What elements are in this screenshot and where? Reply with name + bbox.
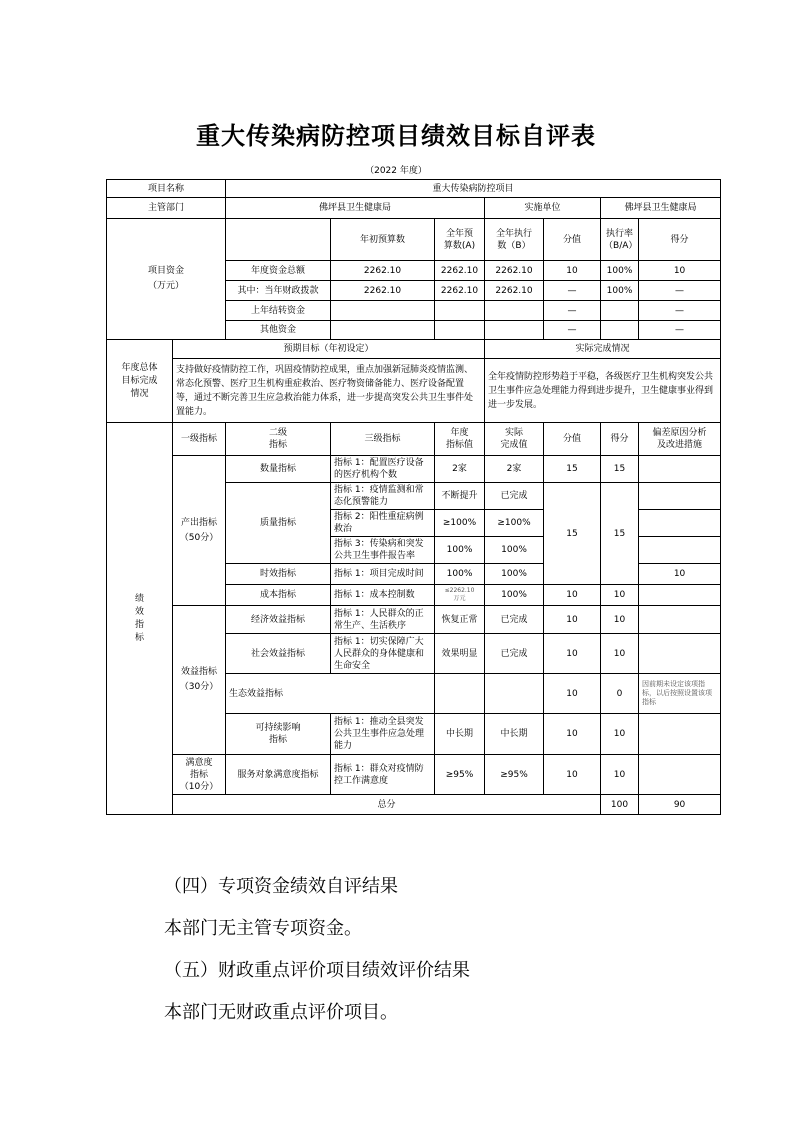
l3-cell: 指标 1：疫情监测和常态化预警能力: [331, 483, 435, 510]
actual-cell: ≥95%: [485, 755, 544, 795]
funds-cell: —: [544, 321, 601, 340]
score-cell: 15: [544, 456, 601, 483]
page-title: 重大传染病防控项目绩效目标自评表: [196, 121, 596, 150]
total-score: 100: [601, 795, 639, 815]
l3-cell: 指标 1：人民群众的正常生产、生活秩序: [331, 606, 435, 634]
funds-cell: 年度资金总额: [226, 261, 331, 281]
funds-cell: 2262.10: [435, 261, 485, 281]
perf-header-got: 得分: [601, 423, 639, 456]
actual-cell: 已完成: [485, 606, 544, 634]
target-cell: ≤2262.10 万元: [435, 585, 485, 606]
target-cell: 不断提升: [435, 483, 485, 510]
actual-cell: 100%: [485, 585, 544, 606]
perf-header-l1: 一级指标: [173, 423, 226, 456]
section-4-body: 本部门无主管专项资金。: [164, 918, 362, 939]
unit-value: 佛坪县卫生健康局: [601, 198, 721, 219]
target-cell: 100%: [435, 564, 485, 585]
goals-actual-header: 实际完成情况: [485, 340, 721, 359]
project-name-label: 项目名称: [107, 180, 226, 198]
l2-social: 社会效益指标: [226, 634, 331, 674]
perf-label: 绩 效 指 标: [107, 423, 173, 815]
actual-cell: ≥100%: [485, 510, 544, 537]
funds-cell: [601, 321, 639, 340]
section-5-body: 本部门无财政重点评价项目。: [164, 1002, 398, 1023]
project-name-value: 重大传染病防控项目: [226, 180, 721, 198]
deviation-cell: [639, 456, 721, 483]
got-cell: 10: [601, 634, 639, 674]
l3-cell: 指标 2：阳性重症病例救治: [331, 510, 435, 537]
l2-quality: 质量指标: [226, 483, 331, 564]
dept-label: 主管部门: [107, 198, 226, 219]
satisfaction-indicator-label: 满意度 指标 （10分）: [173, 755, 226, 795]
funds-cell: —: [544, 281, 601, 301]
funds-header-executed: 全年执行 数（B）: [485, 219, 544, 261]
goals-actual-text: 全年疫情防控形势趋于平稳，各级医疗卫生机构突发公共卫生事件应急处理能力得到进步提升，卫生健康事业得到进一步发展。: [485, 359, 721, 423]
score-cell: 15: [544, 483, 601, 585]
perf-header-deviation: 偏差原因分析 及改进措施: [639, 423, 721, 456]
actual-cell: 已完成: [485, 483, 544, 510]
actual-cell: 已完成: [485, 634, 544, 674]
target-cell: ≥95%: [435, 755, 485, 795]
funds-header-score: 分值: [544, 219, 601, 261]
funds-cell: [435, 321, 485, 340]
benefit-indicator-label: 效益指标 （30分）: [173, 606, 226, 755]
funds-header-got: 得分: [639, 219, 721, 261]
section-4-heading: （四）专项资金绩效自评结果: [164, 876, 398, 897]
target-cell: 100%: [435, 537, 485, 564]
perf-header-l3: 三级指标: [331, 423, 435, 456]
goals-expected-header: 预期目标（年初设定）: [173, 340, 485, 359]
score-cell: 10: [544, 755, 601, 795]
l2-economic: 经济效益指标: [226, 606, 331, 634]
funds-cell: 100%: [601, 281, 639, 301]
funds-cell: 100%: [601, 261, 639, 281]
deviation-cell: [639, 634, 721, 674]
funds-header-rate: 执行率 （B/A）: [601, 219, 639, 261]
dept-value: 佛坪县卫生健康局: [226, 198, 485, 219]
l2-sustain: 可持续影响 指标: [226, 714, 331, 755]
funds-header-blank: [226, 219, 331, 261]
total-label: 总分: [173, 795, 601, 815]
l3-cell: 指标 3：传染病和突发公共卫生事件报告率: [331, 537, 435, 564]
funds-cell: —: [639, 281, 721, 301]
actual-cell: 100%: [485, 564, 544, 585]
unit-label: 实施单位: [485, 198, 601, 219]
perf-header-target: 年度 指标值: [435, 423, 485, 456]
perf-header-score: 分值: [544, 423, 601, 456]
l2-timeliness: 时效指标: [226, 564, 331, 585]
target-cell: 2家: [435, 456, 485, 483]
funds-cell: —: [639, 301, 721, 321]
perf-header-actual: 实际 完成值: [485, 423, 544, 456]
l3-cell: 指标 1：群众对疫情防控工作满意度: [331, 755, 435, 795]
deviation-cell: [639, 483, 721, 510]
funds-cell: 2262.10: [331, 261, 435, 281]
target-cell: ≥100%: [435, 510, 485, 537]
goals-label: 年度总体 目标完成 情况: [107, 340, 173, 423]
deviation-cell: [639, 606, 721, 634]
deviation-cell: [639, 585, 721, 606]
l2-quantity: 数量指标: [226, 456, 331, 483]
deviation-cell: [639, 510, 721, 537]
funds-cell: [601, 301, 639, 321]
section-5-heading: （五）财政重点评价项目绩效评价结果: [164, 960, 470, 981]
l3-cell: 指标 1：配置医疗设备的医疗机构个数: [331, 456, 435, 483]
score-cell: 10: [639, 564, 721, 585]
deviation-note: 因前期未设定该项指标，以后按照设置该项指标: [639, 674, 721, 714]
deviation-cell: [639, 537, 721, 564]
got-cell: 0: [601, 674, 639, 714]
actual-cell: 2家: [485, 456, 544, 483]
funds-cell: [331, 301, 435, 321]
l3-cell: 指标 1：推动全县突发公共卫生事件应急处理能力: [331, 714, 435, 755]
l2-cost: 成本指标: [226, 585, 331, 606]
score-cell: 10: [544, 585, 601, 606]
goals-expected-text: 支持做好疫情防控工作，巩固疫情防控成果，重点加强新冠肺炎疫情监测、常态化预警、医疗卫生机构重症救治、医疗物资储备能力、医疗设备配置等，通过不断完善卫生应急救治能力体系，进一步提高突发公共卫生事件处置能力。: [173, 359, 485, 423]
total-got: 90: [639, 795, 721, 815]
funds-cell: 其中：当年财政拨款: [226, 281, 331, 301]
l3-cell: 指标 1：项目完成时间: [331, 564, 435, 585]
l3-cell: 指标 1：切实保障广大人民群众的身体健康和生命安全: [331, 634, 435, 674]
funds-label: 项目资金 （万元）: [107, 219, 226, 340]
perf-header-l2: 二级 指标: [226, 423, 331, 456]
actual-cell: 100%: [485, 537, 544, 564]
deviation-cell: [639, 714, 721, 755]
deviation-cell: [639, 755, 721, 795]
funds-header-annual: 全年预 算数(A): [435, 219, 485, 261]
funds-cell: 2262.10: [435, 281, 485, 301]
funds-cell: —: [544, 301, 601, 321]
got-cell: 10: [601, 714, 639, 755]
year-label: （2022 年度）: [365, 166, 427, 176]
actual-cell: 中长期: [485, 714, 544, 755]
funds-header-initial: 年初预算数: [331, 219, 435, 261]
score-cell: 10: [544, 606, 601, 634]
funds-cell: 10: [544, 261, 601, 281]
output-indicator-label: 产出指标 （50分）: [173, 456, 226, 606]
funds-cell: 2262.10: [485, 261, 544, 281]
target-cell: [435, 674, 485, 714]
got-cell: 15: [601, 456, 639, 483]
funds-cell: [485, 301, 544, 321]
target-cell: 效果明显: [435, 634, 485, 674]
l2-satisfaction: 服务对象满意度指标: [226, 755, 331, 795]
funds-cell: 其他资金: [226, 321, 331, 340]
l3-cell: 指标 1：成本控制数: [331, 585, 435, 606]
got-cell: 10: [601, 606, 639, 634]
funds-cell: 10: [639, 261, 721, 281]
got-cell: 10: [601, 755, 639, 795]
actual-cell: [485, 674, 544, 714]
got-cell: 10: [601, 585, 639, 606]
funds-cell: [485, 321, 544, 340]
table-row: [107, 606, 721, 634]
l2-ecological: 生态效益指标: [226, 674, 435, 714]
table-row: [107, 456, 721, 483]
self-evaluation-table: [106, 179, 721, 815]
target-cell: 恢复正常: [435, 606, 485, 634]
funds-cell: 上年结转资金: [226, 301, 331, 321]
funds-cell: [331, 321, 435, 340]
score-cell: 10: [544, 714, 601, 755]
funds-cell: 2262.10: [331, 281, 435, 301]
funds-cell: 2262.10: [485, 281, 544, 301]
table-row: [107, 755, 721, 795]
funds-cell: —: [639, 321, 721, 340]
target-cell: 中长期: [435, 714, 485, 755]
got-cell: 15: [601, 483, 639, 585]
score-cell: 10: [544, 674, 601, 714]
score-cell: 10: [544, 634, 601, 674]
funds-cell: [435, 301, 485, 321]
